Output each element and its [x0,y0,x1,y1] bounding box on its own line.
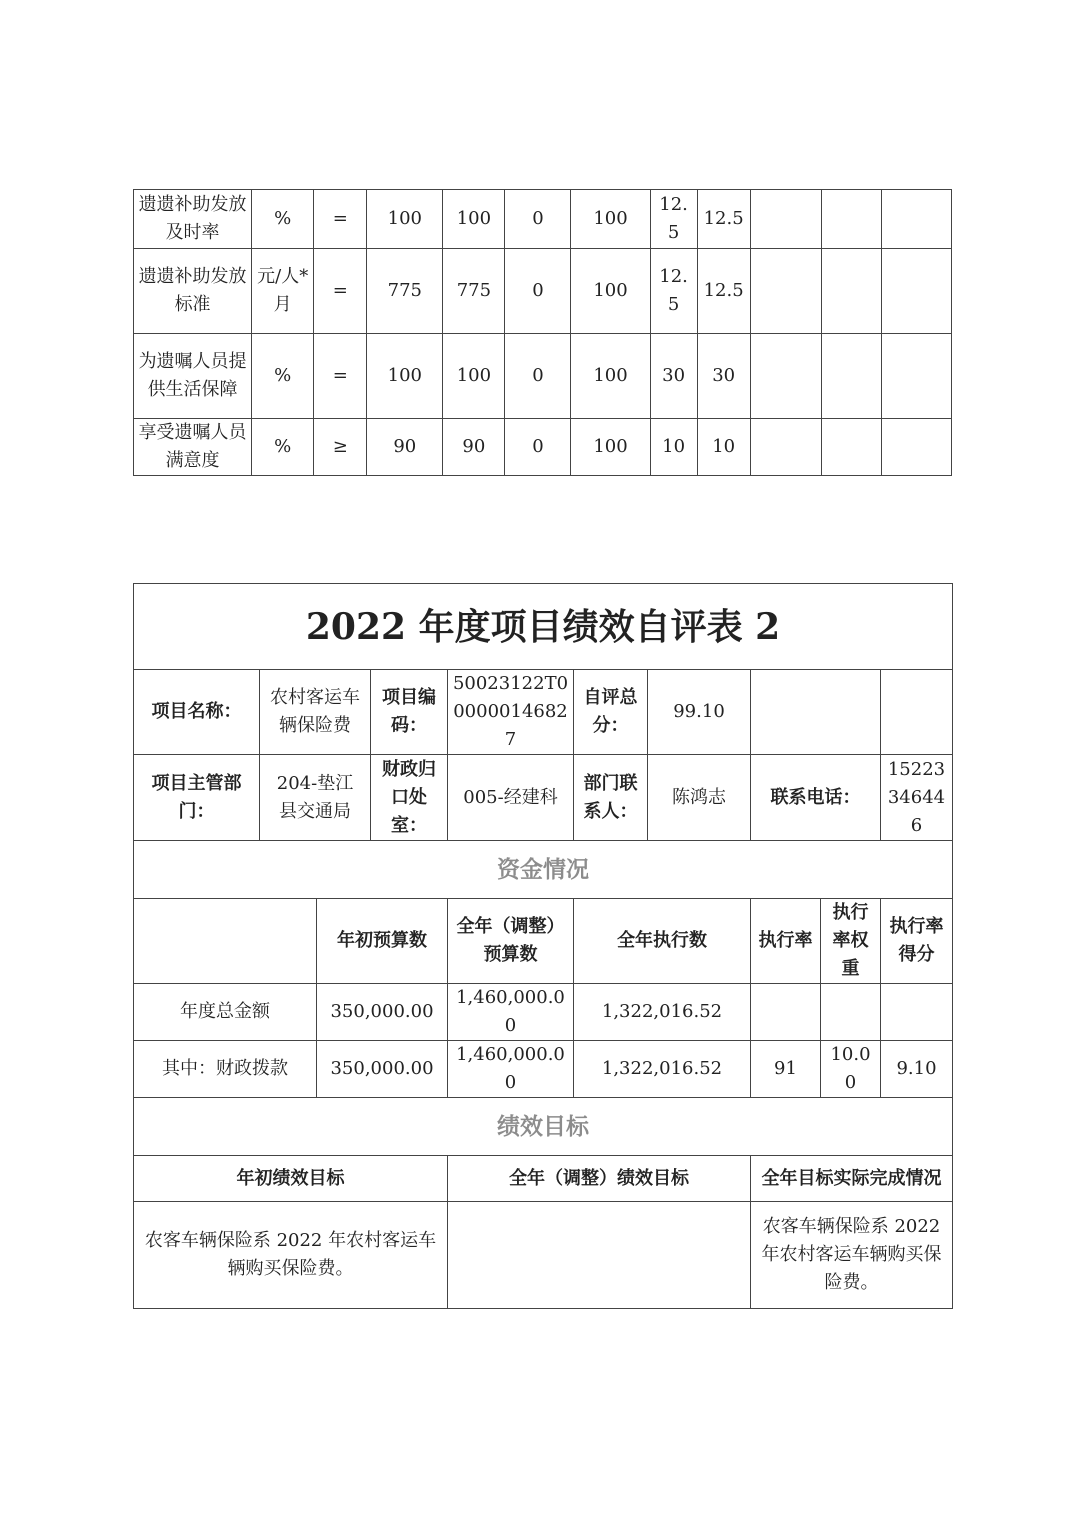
empty-cell [821,334,881,419]
indicator-weight: 10 [650,419,697,476]
goals-header: 全年（调整）绩效目标 [448,1156,751,1202]
funds-weight: 10.00 [821,1041,881,1098]
indicator-name: 遗遗补助发放及时率 [134,190,252,249]
section-row [134,1098,953,1156]
funds-score: 9.10 [881,1041,953,1098]
indicator-value: 775 [443,249,505,334]
indicator-value: 100 [571,419,650,476]
section-row [134,841,953,899]
empty-cell [821,190,881,249]
table-row [134,755,953,841]
indicator-table [133,189,952,476]
indicator-value: 100 [443,190,505,249]
score-label: 自评总分： [574,670,648,755]
funds-adjusted: 1,460,000.00 [448,984,574,1041]
indicator-weight: 12.5 [650,190,697,249]
goal-actual: 农客车辆保险系 2022 年农村客运车辆购买保险费。 [751,1202,953,1309]
empty-cell [751,670,881,755]
indicator-operator: = [314,190,367,249]
project-name: 农村客运车辆保险费 [260,670,371,755]
dept-value: 204-垫江县交通局 [260,755,371,841]
funds-section-title: 资金情况 [134,841,953,899]
indicator-operator: ≥ [314,419,367,476]
indicator-operator: = [314,249,367,334]
finance-office-label: 财政归口处室： [371,755,448,841]
finance-office-value: 005-经建科 [448,755,574,841]
funds-header: 执行率得分 [881,899,953,984]
indicator-value: 100 [571,249,650,334]
indicator-value: 90 [443,419,505,476]
contact-value: 陈鸿志 [648,755,751,841]
empty-cell [881,670,953,755]
indicator-weight: 12.5 [650,249,697,334]
funds-initial: 350,000.00 [317,1041,448,1098]
table-row [134,190,952,249]
indicator-value: 0 [505,190,571,249]
indicator-score: 30 [697,334,750,419]
indicator-value: 0 [505,249,571,334]
empty-cell [134,899,317,984]
empty-cell [750,249,821,334]
self-score: 99.10 [648,670,751,755]
empty-cell [750,334,821,419]
indicator-unit: % [252,190,314,249]
table-row [134,670,953,755]
indicator-name: 为遗嘱人员提供生活保障 [134,334,252,419]
phone-value: 15223346446 [881,755,953,841]
funds-initial: 350,000.00 [317,984,448,1041]
empty-cell [821,419,881,476]
table-row [134,419,952,476]
indicator-unit: % [252,334,314,419]
contact-label: 部门联系人： [574,755,648,841]
project-code: 50023122T00000014682 7 [448,670,574,755]
empty-cell [881,190,951,249]
goal-adjusted [448,1202,751,1309]
indicator-value: 100 [571,190,650,249]
indicator-score: 10 [697,419,750,476]
funds-executed: 1,322,016.52 [574,984,751,1041]
table-row [134,1041,953,1098]
indicator-value: 90 [367,419,443,476]
project-code-label: 项目编码： [371,670,448,755]
table-row [134,249,952,334]
evaluation-form [133,583,953,1309]
indicator-value: 0 [505,419,571,476]
table-row [134,899,953,984]
indicator-score: 12.5 [697,249,750,334]
table-row [134,1156,953,1202]
indicator-weight: 30 [650,334,697,419]
funds-row-label: 年度总金额 [134,984,317,1041]
indicator-operator: = [314,334,367,419]
funds-header: 全年（调整）预算数 [448,899,574,984]
indicator-unit: 元/人*月 [252,249,314,334]
indicator-value: 100 [571,334,650,419]
indicator-unit: % [252,419,314,476]
goal-initial: 农客车辆保险系 2022 年农村客运车辆购买保险费。 [134,1202,448,1309]
indicator-value: 100 [367,334,443,419]
indicator-score: 12.5 [697,190,750,249]
indicator-value: 775 [367,249,443,334]
empty-cell [821,249,881,334]
empty-cell [881,334,951,419]
funds-header: 执行率 [751,899,821,984]
funds-adjusted: 1,460,000.00 [448,1041,574,1098]
funds-header: 执行率权重 [821,899,881,984]
dept-label: 项目主管部门： [134,755,260,841]
phone-label: 联系电话： [751,755,881,841]
funds-executed: 1,322,016.52 [574,1041,751,1098]
project-name-label: 项目名称： [134,670,260,755]
empty-cell [750,419,821,476]
table-row [134,334,952,419]
empty-cell [881,419,951,476]
funds-rate: 91 [751,1041,821,1098]
funds-rate [751,984,821,1041]
table-row [134,1202,953,1309]
indicator-value: 100 [367,190,443,249]
indicator-name: 享受遗嘱人员满意度 [134,419,252,476]
indicator-value: 100 [443,334,505,419]
goals-header: 年初绩效目标 [134,1156,448,1202]
empty-cell [881,249,951,334]
table-row [134,984,953,1041]
form-title: 2022 年度项目绩效自评表 2 [134,584,953,670]
empty-cell [750,190,821,249]
title-row [134,584,953,670]
funds-row-label: 其中：财政拨款 [134,1041,317,1098]
funds-score [881,984,953,1041]
funds-header: 全年执行数 [574,899,751,984]
indicator-name: 遗遗补助发放标准 [134,249,252,334]
funds-weight [821,984,881,1041]
indicator-value: 0 [505,334,571,419]
funds-header: 年初预算数 [317,899,448,984]
goals-section-title: 绩效目标 [134,1098,953,1156]
goals-header: 全年目标实际完成情况 [751,1156,953,1202]
